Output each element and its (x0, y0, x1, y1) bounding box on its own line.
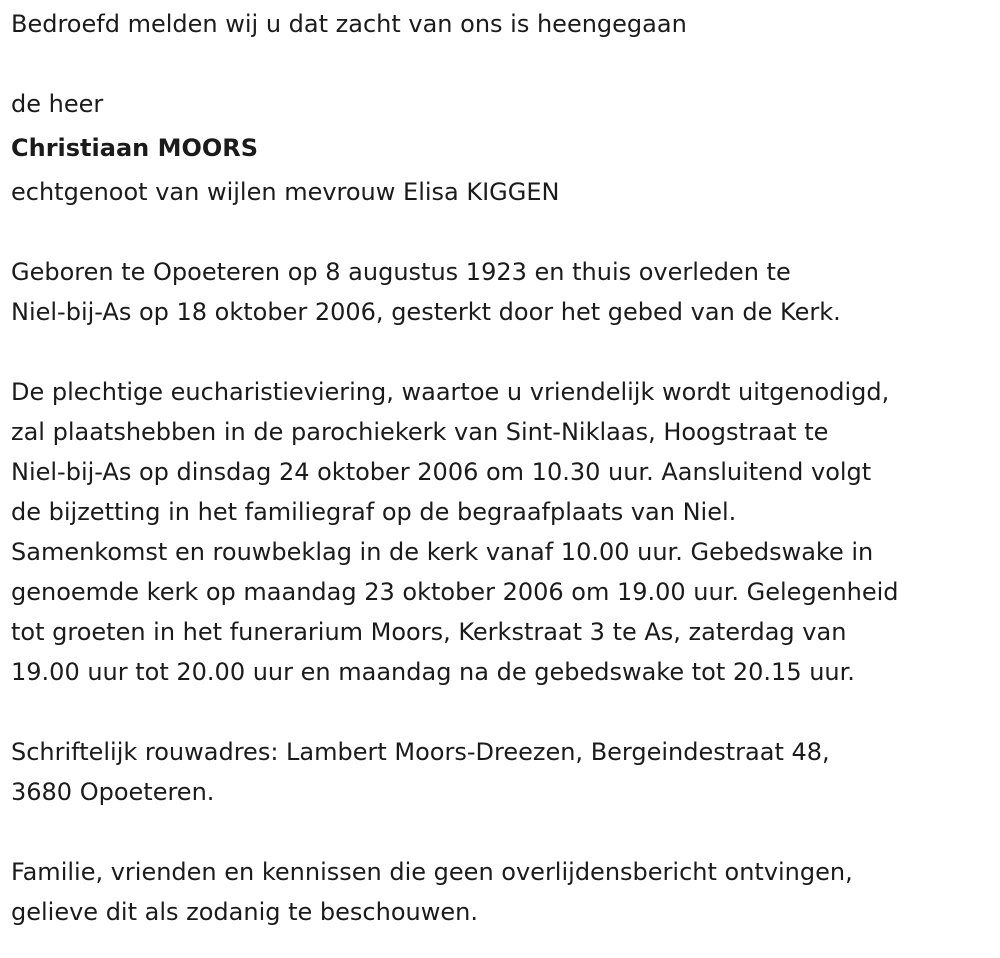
paragraph-line: Schriftelijk rouwadres: Lambert Moors-Dreezen, Bergeindestraat 48, (11, 738, 830, 766)
salutation: de heer (11, 90, 104, 118)
deceased-name: Christiaan MOORS (11, 134, 259, 162)
spacer (11, 332, 991, 372)
paragraph-line: De plechtige eucharistieviering, waartoe u vriendelijk wordt uitgenodigd, (11, 378, 890, 406)
spouse-line: echtgenoot van wijlen mevrouw Elisa KIGGEN (11, 178, 560, 206)
paragraph-line: Familie, vrienden en kennissen die geen overlijdensbericht ontvingen, (11, 858, 853, 886)
paragraph-line: Geboren te Opoeteren op 8 augustus 1923 en thuis overleden te (11, 258, 791, 286)
closing-paragraph (11, 852, 991, 932)
paragraph-line: 3680 Opoeteren. (11, 778, 215, 806)
paragraph-line: genoemde kerk op maandag 23 oktober 2006 om 19.00 uur. Gelegenheid (11, 578, 899, 606)
intro-line: Bedroefd melden wij u dat zacht van ons is heengegaan (11, 10, 687, 38)
paragraph-line: zal plaatshebben in de parochiekerk van Sint-Niklaas, Hoogstraat te (11, 418, 829, 446)
address-paragraph (11, 732, 991, 812)
spacer (11, 212, 991, 252)
death-notice (11, 4, 991, 932)
paragraph-line: Niel-bij-As op dinsdag 24 oktober 2006 om 10.30 uur. Aansluitend volgt (11, 458, 872, 486)
paragraph-line: Niel-bij-As op 18 oktober 2006, gesterkt door het gebed van de Kerk. (11, 298, 841, 326)
paragraph-line: 19.00 uur tot 20.00 uur en maandag na de gebedswake tot 20.15 uur. (11, 658, 855, 686)
paragraph-line: de bijzetting in het familiegraf op de begraafplaats van Niel. (11, 498, 737, 526)
spacer (11, 812, 991, 852)
paragraph-line: Samenkomst en rouwbeklag in de kerk vanaf 10.00 uur. Gebedswake in (11, 538, 874, 566)
ceremony-paragraph (11, 372, 991, 692)
spacer (11, 692, 991, 732)
paragraph-line: tot groeten in het funerarium Moors, Kerkstraat 3 te As, zaterdag van (11, 618, 847, 646)
birth-death-paragraph (11, 252, 991, 332)
paragraph-line: gelieve dit als zodanig te beschouwen. (11, 898, 478, 926)
